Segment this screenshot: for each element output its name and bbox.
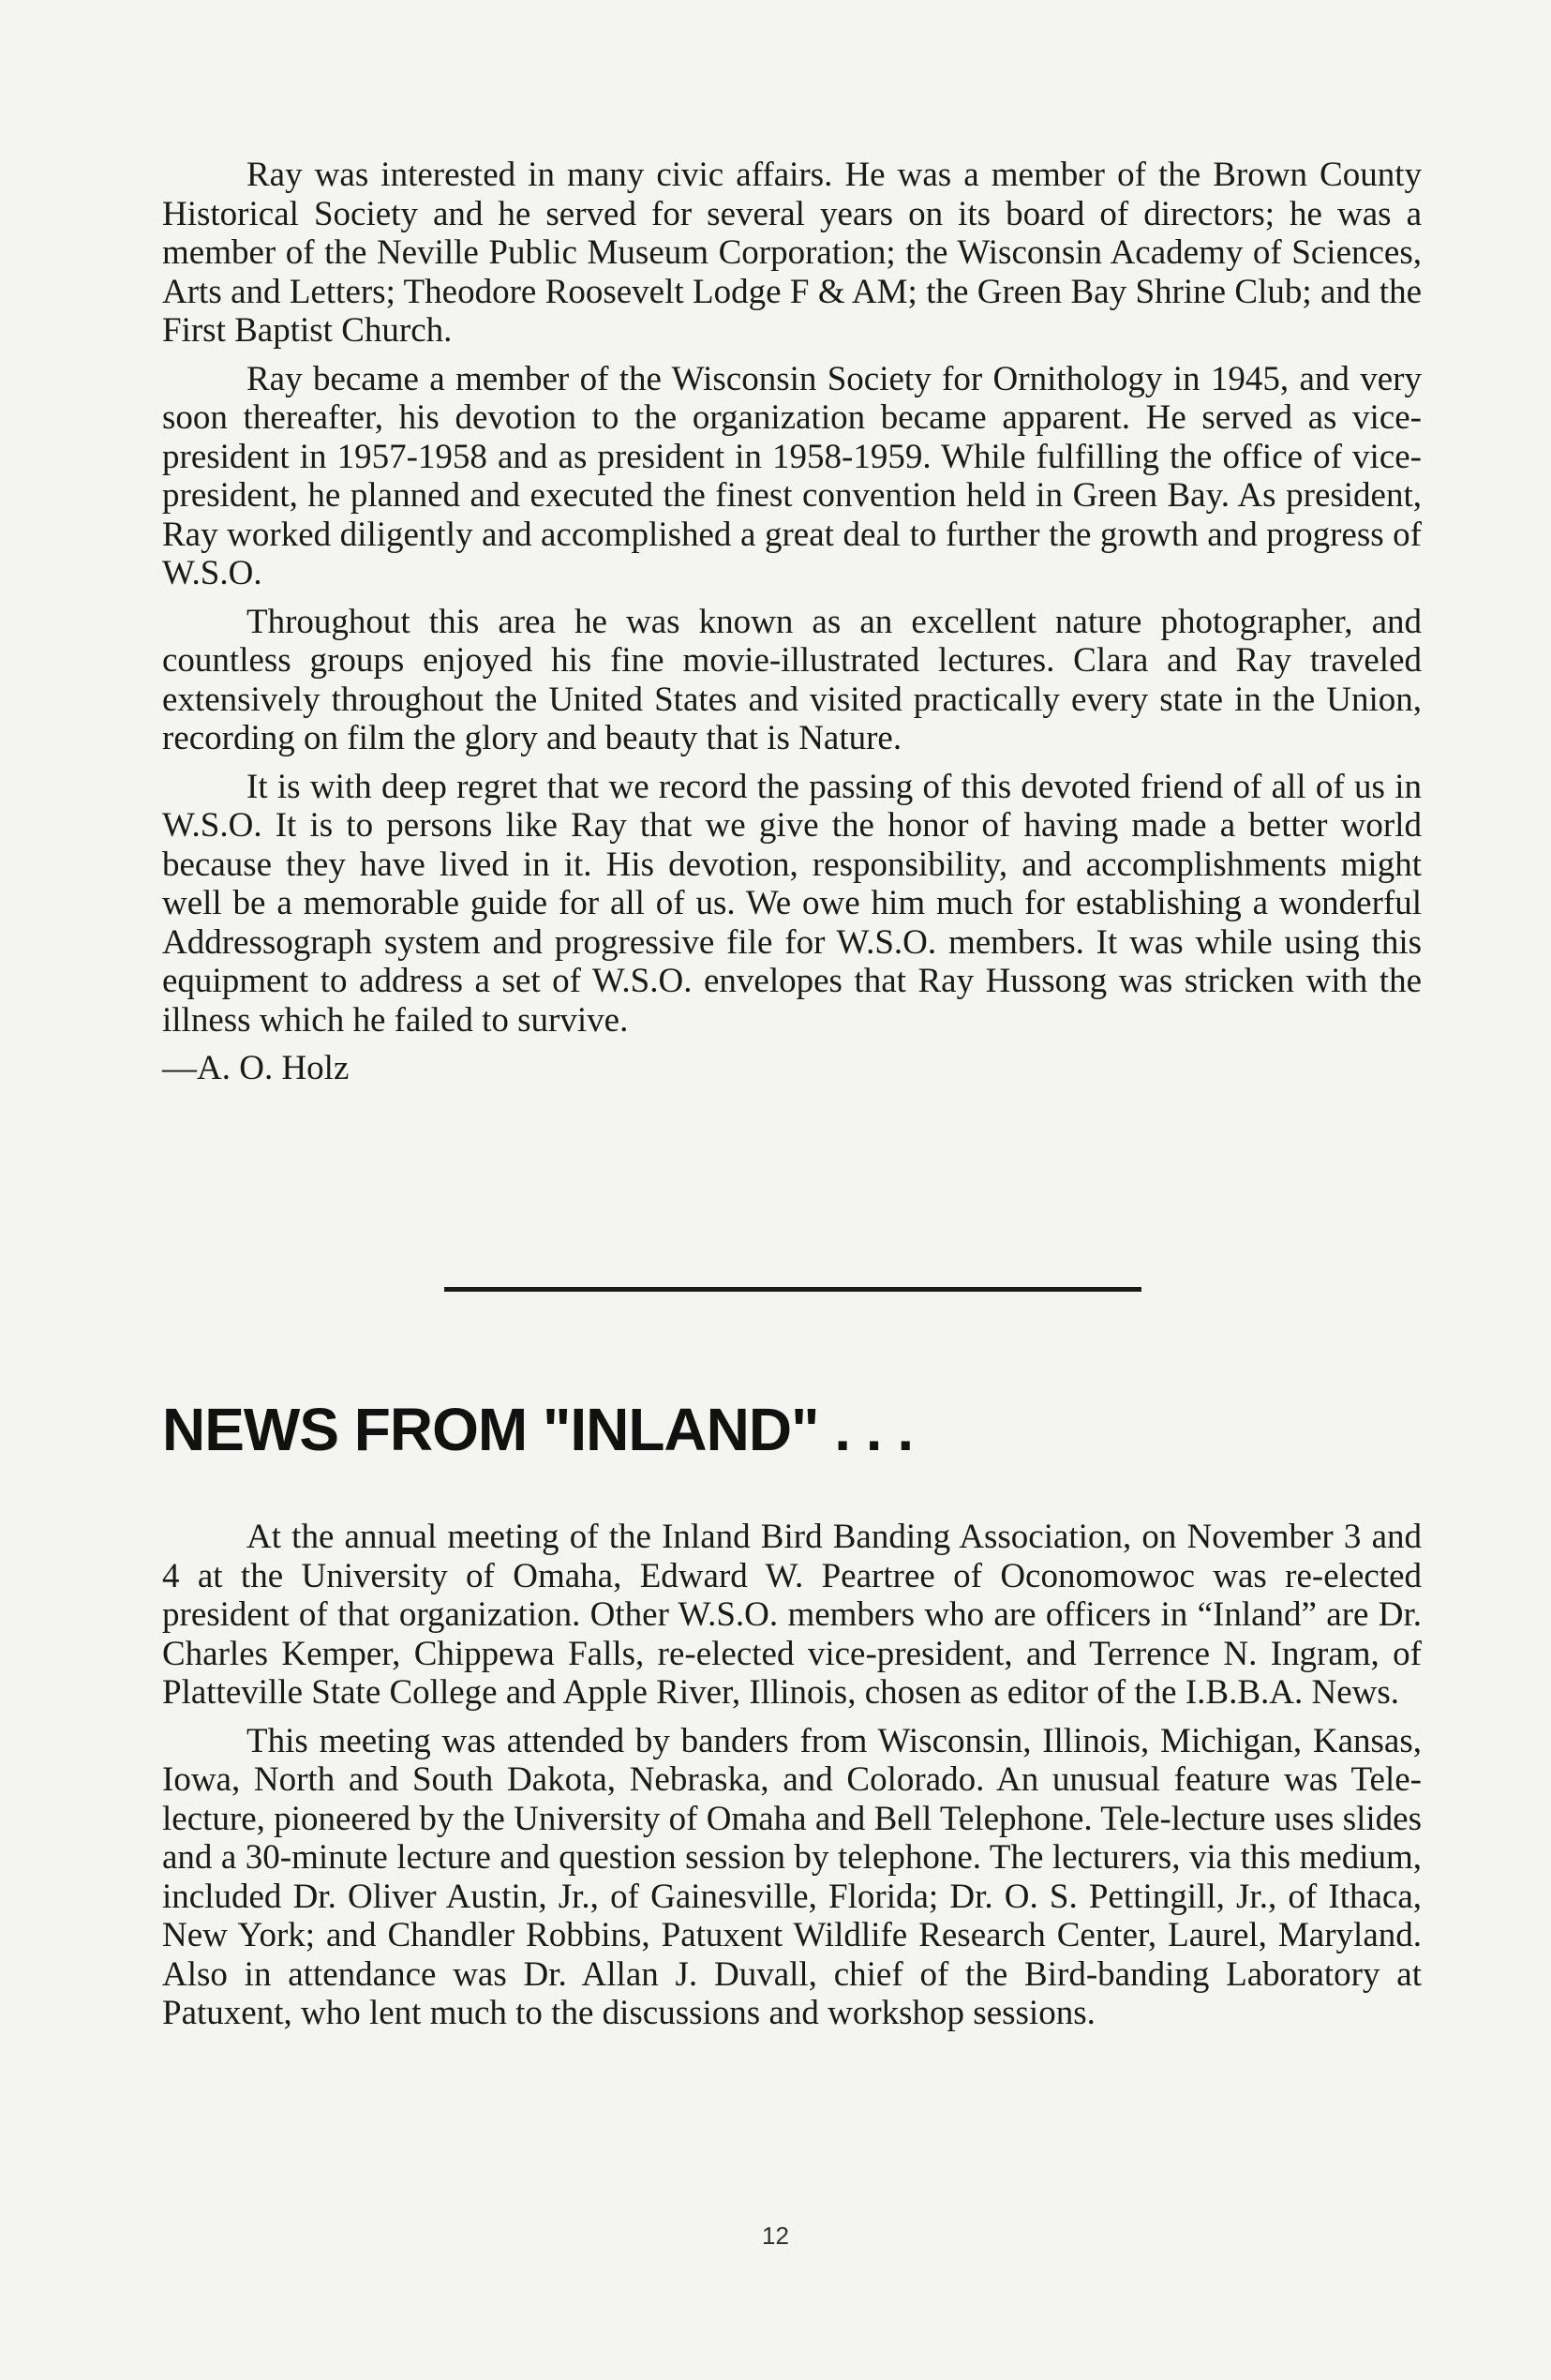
obituary-paragraph-3: Throughout this area he was known as an excellent nature photographer, and countless groups enjoyed his fine movie-illustrated lectures. Clara and Ray traveled extensively throughout the United States and visited practically every state in the Union, recording on film the glory and beauty that is Nature. bbox=[162, 602, 1422, 757]
news-paragraph-2: This meeting was attended by banders from Wisconsin, Illinois, Michigan, Kansas, Iowa, North and South Dakota, Nebraska, and Colorado. An unusual feature was Tele-lecture, pioneered by the University of Omaha and Bell Telephone. Tele-lecture uses slides and a 30-minute lecture and question session by telephone. The lecturers, via this medium, included Dr. Oliver Austin, Jr., of Gainesville, Florida; Dr. O. S. Pettingill, Jr., of Ithaca, New York; and Chandler Robbins, Patuxent Wildlife Research Center, Laurel, Maryland. Also in attendance was Dr. Allan J. Duvall, chief of the Bird-banding Laboratory at Patuxent, who lent much to the discussions and workshop sessions. bbox=[162, 1721, 1422, 2032]
news-paragraph-1: At the annual meeting of the Inland Bird Banding Association, on November 3 and 4 at the University of Omaha, Edward W. Peartree of Oconomowoc was re-elected president of that organization. Other W.S.O. members who are officers in “Inland” are Dr. Charles Kemper, Chippewa Falls, re-elected vice-president, and Terrence N. Ingram, of Platteville State College and Apple River, Illinois, chosen as editor of the I.B.B.A. News. bbox=[162, 1518, 1422, 1712]
obituary-section bbox=[162, 156, 1422, 1098]
section-divider bbox=[444, 1287, 1141, 1292]
obituary-paragraph-1: Ray was interested in many civic affairs. He was a member of the Brown County Historical Society and he served for several years on its board of directors; he was a member of the Neville Public Museum Corporation; the Wisconsin Academy of Sciences, Arts and Letters; Theodore Roosevelt Lodge F & AM; the Green Bay Shrine Club; and the First Baptist Church. bbox=[162, 156, 1422, 350]
news-heading: NEWS FROM "INLAND" . . . bbox=[162, 1396, 914, 1463]
page-number: 12 bbox=[762, 2222, 789, 2250]
obituary-paragraph-4: It is with deep regret that we record the passing of this devoted friend of all of us in W.S.O. It is to persons like Ray that we give the honor of having made a better world because they have lived in it. His devotion, responsibility, and accomplishments might well be a memorable guide for all of us. We owe him much for establishing a wonderful Addressograph system and progressive file for W.S.O. members. It was while using this equipment to address a set of W.S.O. envelopes that Ray Hussong was stricken with the illness which he failed to survive. bbox=[162, 767, 1422, 1040]
news-section bbox=[162, 1518, 1422, 2043]
obituary-signature: —A. O. Holz bbox=[162, 1049, 350, 1087]
obituary-paragraph-2: Ray became a member of the Wisconsin Society for Ornithology in 1945, and very soon thereafter, his devotion to the organization became apparent. He served as vice-president in 1957-1958 and as president in 1958-1959. While fulfilling the office of vice-president, he planned and executed the finest convention held in Green Bay. As president, Ray worked diligently and accomplished a great deal to further the growth and progress of W.S.O. bbox=[162, 359, 1422, 592]
